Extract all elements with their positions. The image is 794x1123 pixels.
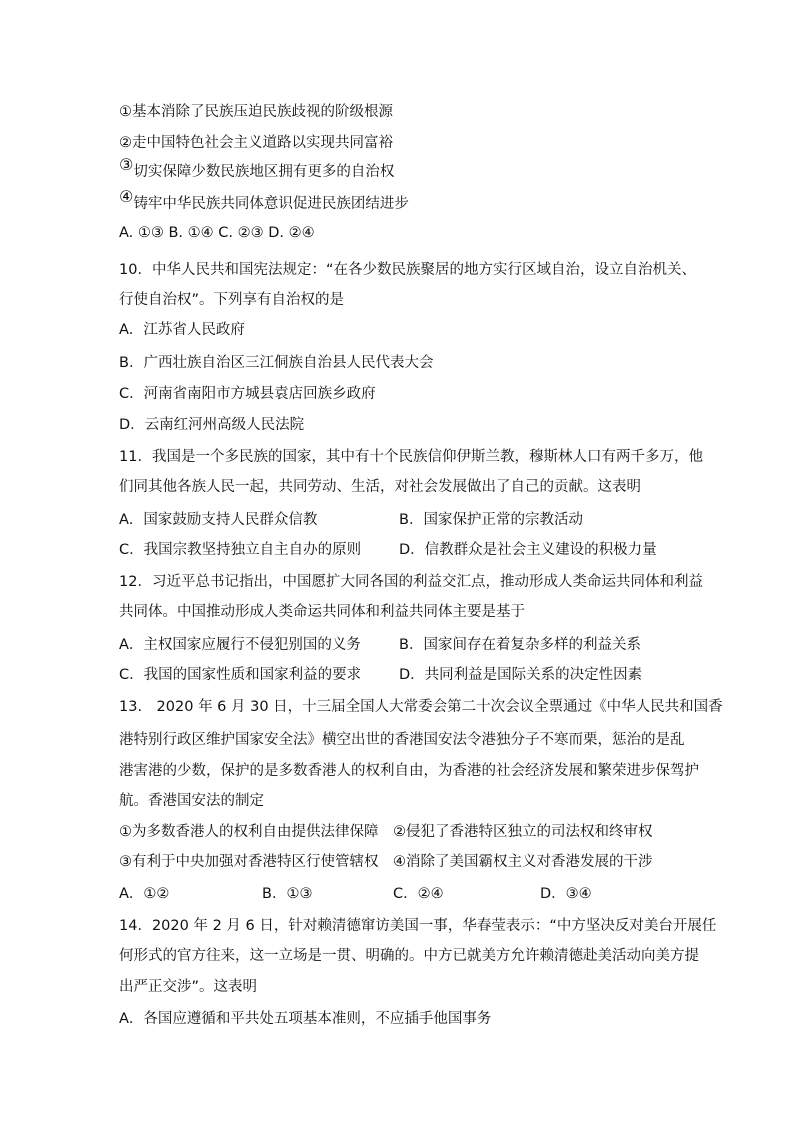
q14-stem-line-2: 何形式的官方往来，这一立场是一贯、明确的。中方已就美方允许赖清德赴美活动向美方提 [119,948,699,964]
q13-stem-line-4: 航。香港国安法的制定 [119,793,264,809]
q13-statement-3: ③有利于中央加强对香港特区行使管辖权 [119,854,379,870]
q13-stem-line-3: 港害港的少数，保护的是多数香港人的权利自由，为香港的社会经济发展和繁荣进步保驾护 [119,763,699,779]
q10-stem-line-2: 行使自治权”。下列享有自治权的是 [119,292,345,308]
q13-option-b: B．①③ [262,886,313,902]
q9-options: A. ①③ B. ①④ C. ②③ D. ②④ [119,225,315,241]
q12-option-c: C．我国的国家性质和国家利益的要求 [119,667,362,683]
q11-stem-line-2: 们同其他各族人民一起，共同劳动、生活，对社会发展做出了自己的贡献。这表明 [119,479,641,495]
q12-option-d: D．共同利益是国际关系的决定性因素 [399,667,643,683]
q13-statement-4: ④消除了美国霸权主义对香港发展的干涉 [393,854,653,870]
q11-option-d: D．信教群众是社会主义建设的积极力量 [399,542,657,558]
q9-statement-4-text: 铸牢中华民族共同体意识促进民族团结进步 [133,196,409,212]
q13-statement-2: ②侵犯了香港特区独立的司法权和终审权 [393,824,653,840]
q9-statement-3 [119,155,395,181]
q12-option-b: B．国家间存在着复杂多样的利益关系 [399,637,641,653]
q10-option-c: C．河南省南阳市方城县袁店回族乡政府 [119,386,376,402]
q11-option-c: C．我国宗教坚持独立自主自办的原则 [119,542,362,558]
q14-stem-line-3: 出严正交涉”。这表明 [119,979,258,995]
q13-statement-1: ①为多数香港人的权利自由提供法律保障 [119,824,379,840]
q10-stem-line-1: 10．中华人民共和国宪法规定：“在各少数民族聚居的地方实行区域自治，设立自治机关、 [119,262,696,278]
q14-stem-line-1: 14．2020 年 2 月 6 日，针对赖清德窜访美国一事，华春莹表示：“中方坚决反对美台开展任 [119,918,717,934]
q9-statement-3-number: ③ [119,155,134,174]
q9-statement-2: ②走中国特色社会主义道路以实现共同富裕 [119,135,393,151]
q10-option-d: D．云南红河州高级人民法院 [119,417,305,433]
q13-stem-line-1: 13. 2020 年 6 月 30 日，十三届全国人大常委会第二十次会议全票通过《中华人民共和国香 [119,699,723,715]
q13-stem-line-2: 港特别行政区维护国家安全法》横空出世的香港国安法令港独分子不寒而栗，惩治的是乱 [119,732,685,748]
q13-option-c: C．②④ [393,886,444,902]
q10-option-a: A．江苏省人民政府 [119,322,245,338]
q14-option-a: A．各国应遵循和平共处五项基本准则，不应插手他国事务 [119,1011,492,1027]
q13-option-d: D．③④ [540,886,592,902]
q9-statement-4 [119,187,409,213]
q9-statement-1: ①基本消除了民族压迫民族歧视的阶级根源 [119,104,393,120]
q13-option-a: A．①② [119,886,170,902]
q10-option-b: B．广西壮族自治区三江侗族自治县人民代表大会 [119,355,434,371]
q11-stem-line-1: 11．我国是一个多民族的国家，其中有十个民族信仰伊斯兰教，穆斯林人口有两千多万，他 [119,449,703,465]
q11-option-b: B．国家保护正常的宗教活动 [399,512,583,528]
q12-stem-line-2: 共同体。中国推动形成人类命运共同体和利益共同体主要是基于 [119,604,525,620]
q9-statement-4-number: ④ [119,187,134,206]
q12-stem-line-1: 12．习近平总书记指出，中国愿扩大同各国的利益交汇点，推动形成人类命运共同体和利益 [119,574,703,590]
q11-option-a: A．国家鼓励支持人民群众信教 [119,512,318,528]
q12-option-a: A．主权国家应履行不侵犯别国的义务 [119,637,361,653]
q9-statement-3-text: 切实保障少数民族地区拥有更多的自治权 [133,164,395,180]
